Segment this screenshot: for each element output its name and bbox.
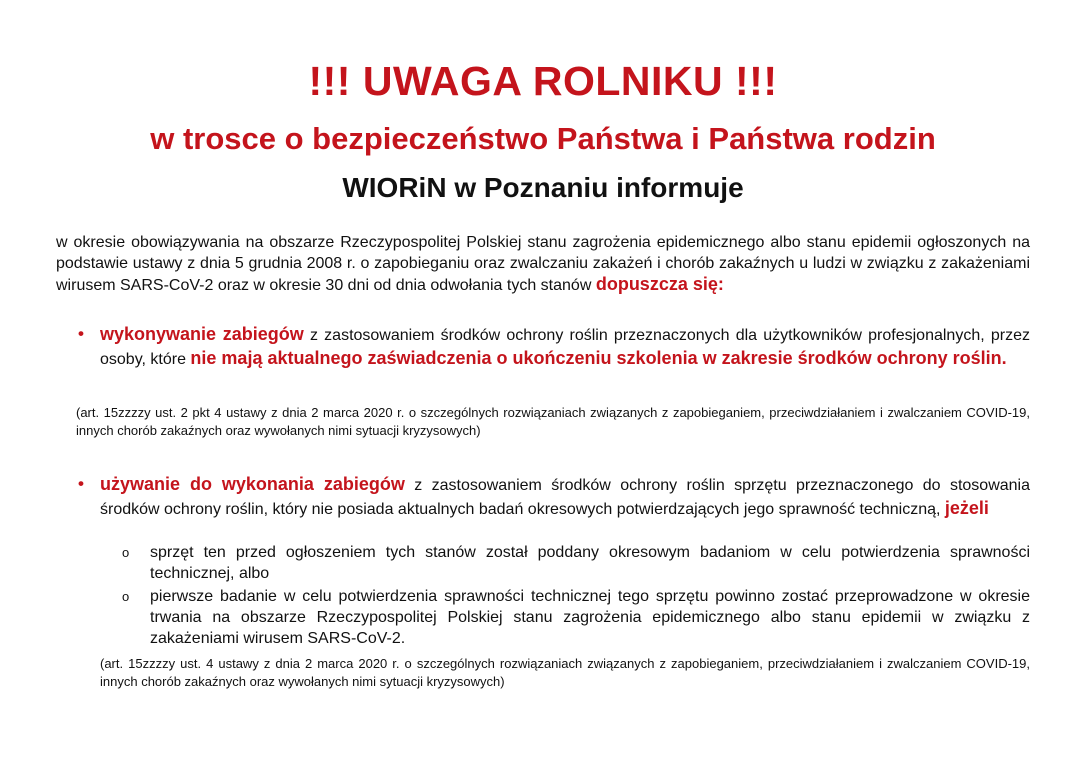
list-item-body: z zastosowaniem środków ochrony roślin przeznaczonych dla użytkowników profesjonalnych, przez osoby, które bbox=[100, 327, 1030, 368]
sublist-item bbox=[122, 542, 1030, 584]
list-item-treatments bbox=[78, 323, 1030, 371]
list-item-emphasis: jeżeli bbox=[944, 498, 989, 518]
circle-bullet-icon: o bbox=[122, 589, 130, 604]
list-item-text bbox=[100, 473, 1030, 521]
bullet-icon: • bbox=[78, 324, 84, 343]
sublist-item bbox=[122, 586, 1030, 649]
list-item-emphasis: nie mają aktualnego zaświadczenia o ukończeniu szkolenia w zakresie środków ochrony roślin. bbox=[190, 348, 1007, 368]
legal-reference-note: (art. 15zzzzy ust. 4 ustawy z dnia 2 marca 2020 r. o szczególnych rozwiązaniach związanych z zapobieganiem, przeciwdziałaniem i zwalczaniem COVID-19, innych chorób zakaźnych oraz wywołanych nimi sytuacji kryzysowych) bbox=[100, 656, 1030, 689]
bullet-icon: • bbox=[78, 474, 84, 493]
intro-paragraph bbox=[56, 232, 1030, 296]
list-item-body: z zastosowaniem środków ochrony roślin sprzętu przeznaczonego do stosowania środków ochrony roślin, który nie posiada aktualnych badań okresowych potwierdzających jego sprawność techniczną, bbox=[100, 477, 1030, 518]
list-item-equipment bbox=[78, 473, 1030, 521]
page-title: !!! UWAGA ROLNIKU !!! bbox=[308, 58, 778, 104]
list-item-text bbox=[100, 323, 1030, 371]
sublist-item-text: sprzęt ten przed ogłoszeniem tych stanów został poddany okresowym badaniom w celu potwierdzenia sprawności technicznej, albo bbox=[150, 544, 1030, 582]
legal-reference-note: (art. 15zzzzy ust. 2 pkt 4 ustawy z dnia 2 marca 2020 r. o szczególnych rozwiązaniach związanych z zapobieganiem, przeciwdziałaniem i zwalczaniem COVID-19, innych chorób zakaźnych oraz wywołanych nimi sytuacji kryzysowych) bbox=[76, 405, 1030, 438]
circle-bullet-icon: o bbox=[122, 545, 130, 560]
sublist-item-text: pierwsze badanie w celu potwierdzenia sprawności technicznej tego sprzętu powinno zostać przeprowadzone w okresie trwania na obszarze Rzeczypospolitej Polskiej stanu zagrożenia epidemicznego albo stanu epidemii w związku z zakażeniami wirusem SARS-CoV-2. bbox=[150, 588, 1030, 647]
page-subtitle: w trosce o bezpieczeństwo Państwa i Państwa rodzin bbox=[150, 121, 936, 156]
list-item-lead: wykonywanie zabiegów bbox=[100, 324, 304, 344]
intro-emphasis: dopuszcza się: bbox=[595, 274, 724, 294]
list-item-lead: używanie do wykonania zabiegów bbox=[100, 474, 405, 494]
organization-heading: WIORiN w Poznaniu informuje bbox=[342, 172, 744, 203]
intro-text: w okresie obowiązywania na obszarze Rzeczypospolitej Polskiej stanu zagrożenia epidemicznego albo stanu epidemii ogłoszonych na podstawie ustawy z dnia 5 grudnia 2008 r. o zapobieganiu oraz zwalczaniu zakażeń i chorób zakaźnych u ludzi w związku z zakażeniami wirusem SARS-CoV-2 oraz w okresie 30 dni od dnia odwołania tych stanów bbox=[56, 234, 1030, 294]
